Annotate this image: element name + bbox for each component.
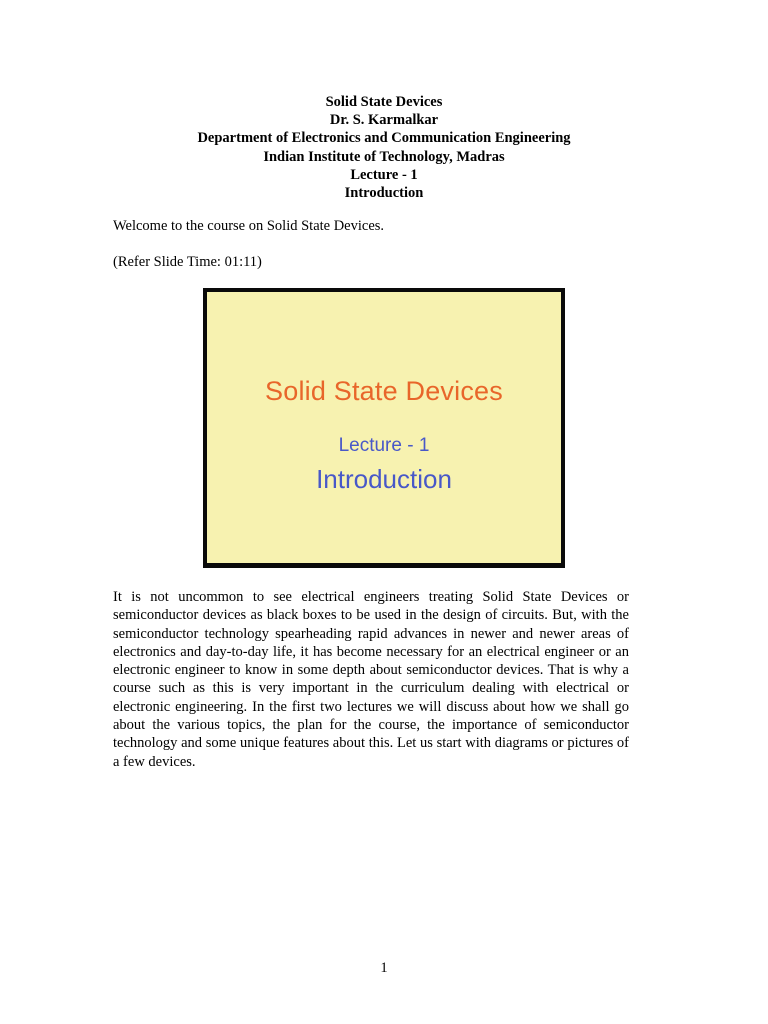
slide-lecture: Lecture - 1 bbox=[338, 435, 430, 456]
slide-title: Solid State Devices bbox=[265, 376, 503, 406]
slide-reference: (Refer Slide Time: 01:11) bbox=[113, 254, 262, 270]
slide-background bbox=[207, 292, 561, 563]
lecture-topic: Introduction bbox=[344, 185, 424, 202]
course-title: Solid State Devices bbox=[325, 94, 443, 110]
slide-topic: Introduction bbox=[316, 464, 452, 494]
institute-name: Indian Institute of Technology, Madras bbox=[263, 148, 505, 165]
document-header bbox=[0, 93, 768, 202]
lecture-number: Lecture - 1 bbox=[350, 166, 418, 183]
author-name: Dr. S. Karmalkar bbox=[329, 112, 439, 129]
page-number: 1 bbox=[380, 960, 388, 976]
department-name: Department of Electronics and Communication Engineering bbox=[197, 130, 571, 147]
body-paragraph: It is not uncommon to see electrical engineers treating Solid State Devices or semiconductor devices as black boxes to be used in the design of circuits. But, with the semiconductor technology spearheading rapid advances in newer and newer areas of electronics and day-to-day life, it has become necessary for an electrical engineer or an electronic engineer to know in some depth about semiconductor devices. That is why a course such as this is very important in the curriculum dealing with electrical or electronic engineering. In the first two lectures we will discuss about how we shall go about the various topics, the plan for the course, the importance of semiconductor technology and some unique features about this. Let us start with diagrams or pictures of a few devices. bbox=[113, 589, 629, 770]
welcome-text: Welcome to the course on Solid State Devices. bbox=[113, 218, 385, 234]
slide-image bbox=[203, 288, 565, 568]
